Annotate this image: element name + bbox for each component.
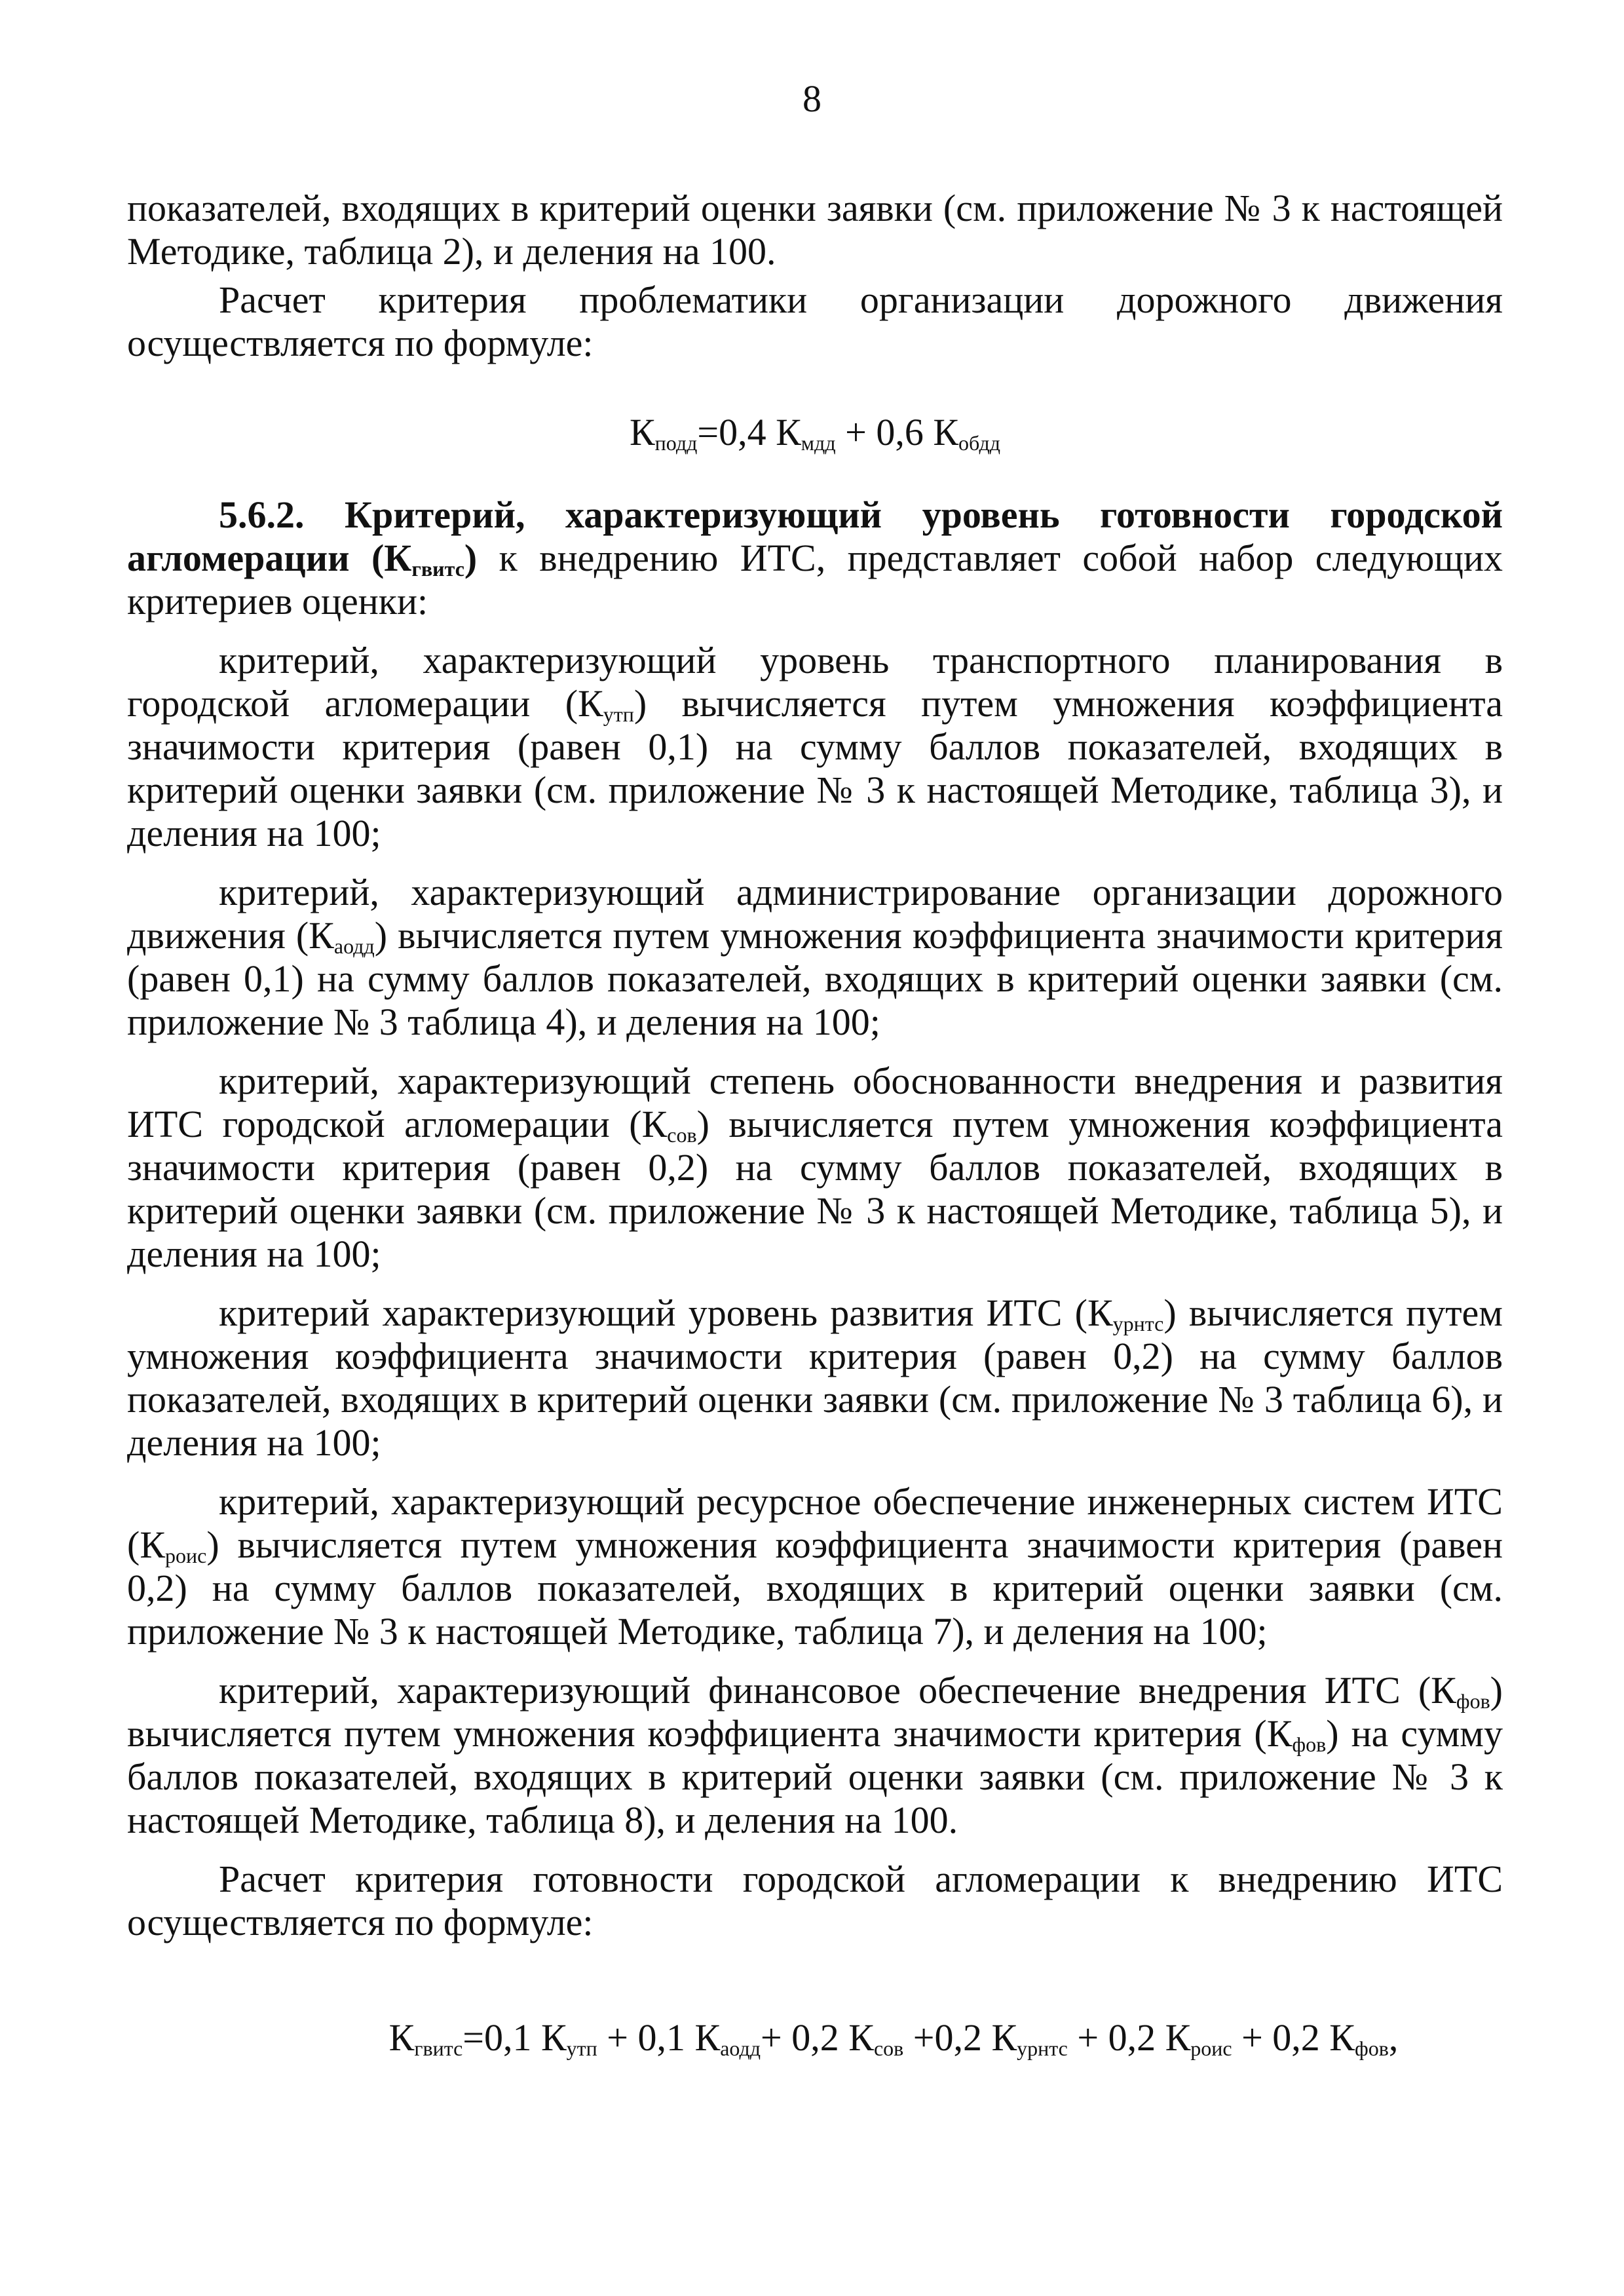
section-heading: 5.6.2. Критерий, характеризующий уровень готовности городской агломерации $(К_{гвитс})$ (127, 493, 1503, 581)
criterion-sov: критерий, характеризующий степень обоснованности внедрения и развития ИТС городской агломерации $(К_{сов})$ вычисляется путем умножения коэффициента значимости критерия (равен 0,2) на сумму баллов показателей, входящих в критерий оценки заявки (см. приложение № 3 к настоящей Методике, таблица 5), и деления на 100; (127, 1060, 1503, 1275)
document-body (127, 187, 1503, 2059)
criterion-utp: критерий, характеризующий уровень транспортного планирования в городской агломерации $(К_{утп})$ вычисляется путем умножения коэффициента значимости критерия (равен 0,1) на сумму баллов показателей, входящих в критерий оценки заявки (см. приложение № 3 к настоящей Методике, таблица 3), и деления на 100; (127, 639, 1503, 854)
paragraph-formula-intro: Расчет критерия проблематики организации дорожного движения осуществляется по формуле: (127, 278, 1503, 364)
criterion-urnts: критерий характеризующий уровень развития ИТС $(К_{урнтс})$ вычисляется путем умножения коэффициента значимости критерия (равен 0,2) на сумму баллов показателей, входящих в критерий оценки заявки (см. приложение № 3 таблица 6), и деления на 100; (127, 1292, 1503, 1464)
paragraph-continuation: показателей, входящих в критерий оценки заявки (см. приложение № 3 к настоящей Методике, таблица 2), и деления на 100. (127, 187, 1503, 273)
criterion-aodd: критерий, характеризующий администрирование организации дорожного движения $(К_{аодд})$ вычисляется путем умножения коэффициента значимости критерия (равен 0,1) на сумму баллов показателей, входящих в критерий оценки заявки (см. приложение № 3 таблица 4), и деления на 100; (127, 871, 1503, 1043)
section-5-6-2: 5.6.2. Критерий, характеризующий уровень готовности городской агломерации $(К_{гвитс})$ к внедрению ИТС, представляет собой набор следующих критериев оценки: (127, 493, 1503, 622)
formula-kpodd: $К_{подд}=0,4$ $К_{мдд} + 0,6$ $К_{обдд}$ (629, 411, 1001, 455)
paragraph-formula-intro-2: Расчет критерия готовности городской агломерации к внедрению ИТС осуществляется по формуле: (127, 1858, 1503, 1943)
criterion-rois: критерий, характеризующий ресурсное обеспечение инженерных систем ИТС $(К_{роис})$ вычисляется путем умножения коэффициента значимости критерия (равен 0,2) на сумму баллов показателей, входящих в критерий оценки заявки (см. приложение № 3 к настоящей Методике, таблица 7), и деления на 100; (127, 1480, 1503, 1653)
formula-kgvits: $К_{гвитс}=0,1$ $К_{утп} + 0,1$ $К_{аодд}+ 0,2$ $К_{сов} +0,2$ $К_{урнтс} + 0,2$ $К_{роис} + 0,2$ $К_{фов}$, (388, 2016, 1399, 2060)
page-number: 8 (803, 77, 821, 120)
criterion-fov: критерий, характеризующий финансовое обеспечение внедрения ИТС $(К_{фов})$ вычисляется путем умножения коэффициента значимости критерия $(К_{фов})$ на сумму баллов показателей, входящих в критерий оценки заявки (см. приложение № 3 к настоящей Методике, таблица 8), и деления на 100. (127, 1669, 1503, 1841)
